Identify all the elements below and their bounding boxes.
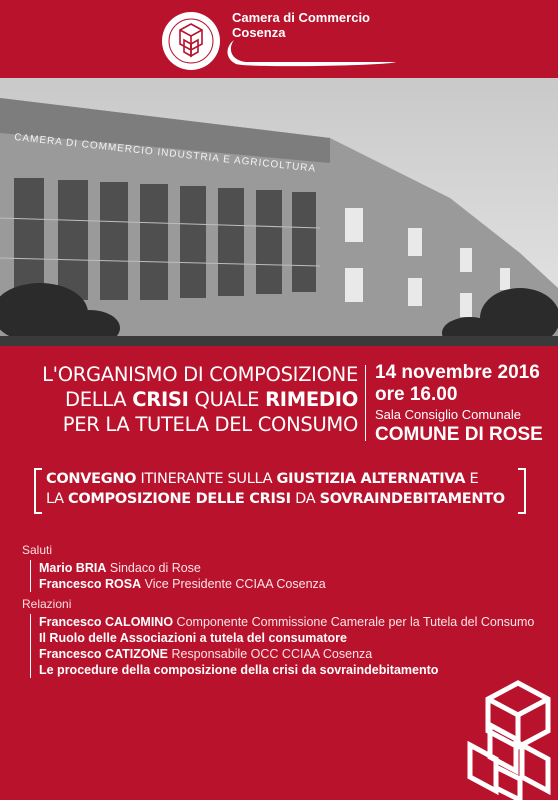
event-title — [42, 362, 358, 437]
event-time: ore 16.00 — [375, 384, 458, 405]
speaker-item: Francesco ROSA Vice Presidente CCIAA Cosenza — [39, 577, 326, 591]
building-photo — [0, 78, 558, 346]
subtitle-text — [46, 469, 505, 509]
title-divider — [365, 365, 366, 441]
program — [22, 542, 558, 682]
cube-logo-icon — [460, 675, 558, 800]
title-line1: L'ORGANISMO DI COMPOSIZIONE — [42, 363, 358, 386]
header — [0, 0, 558, 78]
org-name-line2: Cosenza — [232, 25, 286, 40]
speaker-item: Francesco CALOMINO Componente Commissione Camerale per la Tutela del Consumo — [39, 615, 535, 629]
saluti-list — [30, 560, 558, 592]
saluti-label: Saluti — [22, 543, 53, 557]
right-bracket — [518, 468, 526, 514]
subtitle-line1: CONVEGNO ITINERANTE SULLA GIUSTIZIA ALTERNATIVA E — [46, 471, 479, 487]
subtitle-box — [34, 468, 526, 512]
talk-title: Le procedure della composizione della crisi da sovraindebitamento — [39, 663, 439, 677]
building-illustration — [0, 78, 558, 346]
title-line2: DELLA CRISI QUALE RIMEDIO — [64, 388, 358, 411]
logo-swoosh — [226, 38, 406, 68]
relazioni-label: Relazioni — [22, 597, 72, 611]
left-bracket — [34, 468, 42, 514]
talk-title: Il Ruolo delle Associazioni a tutela del consumatore — [39, 631, 347, 645]
event-venue: Sala Consiglio Comunale — [375, 407, 521, 422]
event-info — [375, 362, 543, 446]
subtitle-line2: LA COMPOSIZIONE DELLE CRISI DA SOVRAINDEBITAMENTO — [46, 491, 505, 507]
chamber-seal-logo — [160, 10, 222, 72]
event-place: COMUNE DI ROSE — [375, 424, 543, 445]
event-date: 14 novembre 2016 — [375, 362, 540, 383]
title-line3: PER LA TUTELA DEL CONSUMO — [62, 413, 358, 436]
organization-name — [232, 10, 370, 40]
speaker-item: Mario BRIA Sindaco di Rose — [39, 561, 201, 575]
building-inscription: CAMERA DI COMMERCIO INDUSTRIA E AGRICOLTURA — [13, 132, 317, 175]
org-name-line1: Camera di Commercio — [232, 10, 370, 25]
relazioni-list — [30, 614, 558, 678]
speaker-item: Francesco CATIZONE Responsabile OCC CCIAA Cosenza — [39, 647, 373, 661]
